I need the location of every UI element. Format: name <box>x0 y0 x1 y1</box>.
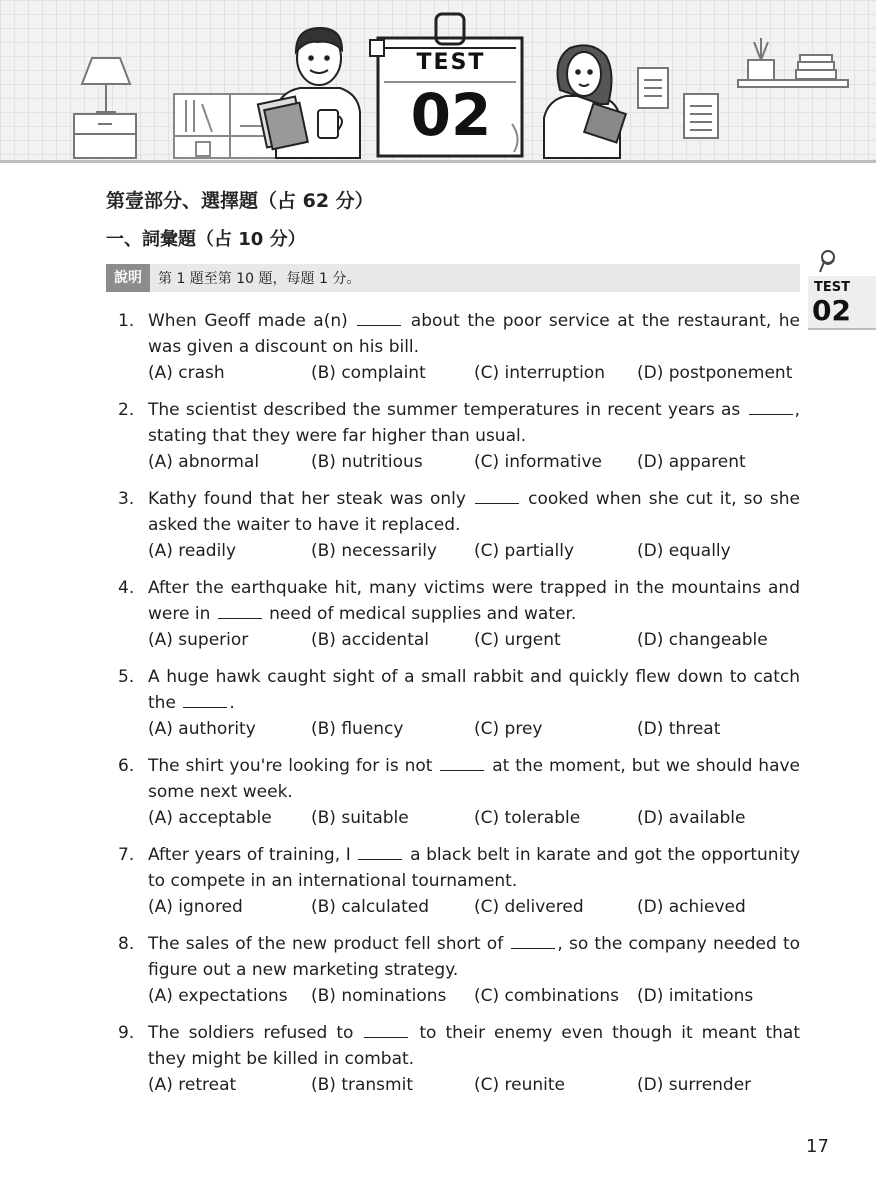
option-d: (D) equally <box>637 541 731 561</box>
question-number: 2. <box>118 400 135 420</box>
question-item <box>118 575 802 653</box>
option-row <box>148 805 802 831</box>
question-number: 1. <box>118 311 135 331</box>
question-item <box>118 931 802 1009</box>
option-d: (D) surrender <box>637 1075 752 1095</box>
option-a: (A) superior <box>148 630 249 650</box>
note-icon <box>638 68 718 138</box>
option-a: (A) ignored <box>148 897 243 917</box>
option-d: (D) changeable <box>637 630 768 650</box>
question-number: 8. <box>118 934 135 954</box>
option-b: (B) nominations <box>311 986 447 1006</box>
option-b: (B) necessarily <box>311 541 437 561</box>
question-text: The soldiers refused to to their enemy even though it meant that they might be killed in combat. <box>148 1020 800 1072</box>
option-b: (B) nutritious <box>311 452 423 472</box>
lamp-icon <box>82 58 130 112</box>
instruction-text: 第 1 題至第 10 題，每題 1 分。 <box>158 271 361 287</box>
option-c: (C) partially <box>474 541 575 561</box>
question-number: 5. <box>118 667 135 687</box>
option-b: (B) calculated <box>311 897 429 917</box>
answer-blank <box>357 308 401 326</box>
section-title: 第壹部分、選擇題（占 62 分） <box>106 190 374 212</box>
answer-blank <box>358 842 402 860</box>
page-number: 17 <box>806 1136 829 1157</box>
option-d: (D) achieved <box>637 897 746 917</box>
option-b: (B) suitable <box>311 808 409 828</box>
question-text: After years of training, I a black belt in karate and got the opportunity to compete in an international tournament. <box>148 842 800 894</box>
option-a: (A) authority <box>148 719 256 739</box>
question-list <box>118 308 802 1109</box>
question-item <box>118 1020 802 1098</box>
option-a: (A) expectations <box>148 986 288 1006</box>
question-item <box>118 308 802 386</box>
answer-blank <box>440 753 484 771</box>
option-a: (A) retreat <box>148 1075 237 1095</box>
option-c: (C) interruption <box>474 363 605 383</box>
option-c: (C) informative <box>474 452 602 472</box>
question-number: 6. <box>118 756 135 776</box>
student-girl-illustration <box>544 45 626 158</box>
question-number: 7. <box>118 845 135 865</box>
question-text: After the earthquake hit, many victims were trapped in the mountains and were in need of medical supplies and water. <box>148 578 800 624</box>
question-item <box>118 842 802 920</box>
option-a: (A) crash <box>148 363 225 383</box>
option-row <box>148 360 802 386</box>
test-label: TEST <box>416 50 486 75</box>
question-item <box>118 486 802 564</box>
question-text: The shirt you're looking for is not at the moment, but we should have some next week. <box>148 753 800 805</box>
answer-blank <box>183 690 227 708</box>
question-text: When Geoff made a(n) about the poor service at the restaurant, he was given a discount on his bill. <box>148 308 800 360</box>
question-text: A huge hawk caught sight of a small rabbit and quickly flew down to catch the . <box>148 667 800 713</box>
answer-blank <box>475 486 519 504</box>
option-row <box>148 449 802 475</box>
subsection-title: 一、詞彙題（占 10 分） <box>106 229 306 250</box>
side-tab-number: 02 <box>812 294 851 327</box>
option-c: (C) delivered <box>474 897 584 917</box>
option-row <box>148 983 802 1009</box>
option-c: (C) tolerable <box>474 808 581 828</box>
question-number: 3. <box>118 489 135 509</box>
question-item <box>118 664 802 742</box>
instruction-tag: 說明 <box>106 264 150 292</box>
answer-blank <box>749 397 793 415</box>
option-c: (C) reunite <box>474 1075 566 1095</box>
side-tab <box>808 276 876 330</box>
shelf-icon <box>738 38 848 87</box>
option-c: (C) combinations <box>474 986 619 1006</box>
option-d: (D) available <box>637 808 746 828</box>
option-a: (A) acceptable <box>148 808 272 828</box>
option-b: (B) transmit <box>311 1075 413 1095</box>
answer-blank <box>218 601 262 619</box>
question-number: 9. <box>118 1023 135 1043</box>
side-tab-label: TEST <box>814 280 850 295</box>
option-d: (D) postponement <box>637 363 793 383</box>
question-item <box>118 753 802 831</box>
option-row <box>148 627 802 653</box>
answer-blank <box>364 1020 408 1038</box>
instruction-bar <box>106 264 800 292</box>
option-row <box>148 1072 802 1098</box>
cabinet-icon <box>74 114 136 158</box>
option-a: (A) readily <box>148 541 237 561</box>
option-row <box>148 538 802 564</box>
answer-blank <box>511 931 555 949</box>
pushpin-icon <box>814 248 840 276</box>
option-row <box>148 894 802 920</box>
test-number: 02 <box>410 81 492 149</box>
question-text: Kathy found that her steak was only cooked when she cut it, so she asked the waiter to have it replaced. <box>148 486 800 538</box>
option-c: (C) prey <box>474 719 543 739</box>
option-row <box>148 716 802 742</box>
option-d: (D) imitations <box>637 986 754 1006</box>
option-d: (D) threat <box>637 719 721 739</box>
option-b: (B) accidental <box>311 630 429 650</box>
option-a: (A) abnormal <box>148 452 260 472</box>
question-number: 4. <box>118 578 135 598</box>
header-banner <box>0 0 876 163</box>
option-d: (D) apparent <box>637 452 746 472</box>
option-b: (B) fluency <box>311 719 404 739</box>
option-b: (B) complaint <box>311 363 426 383</box>
question-item <box>118 397 802 475</box>
question-text: The scientist described the summer temperatures in recent years as , stating that they were far higher than usual. <box>148 397 800 449</box>
option-c: (C) urgent <box>474 630 561 650</box>
question-text: The sales of the new product fell short of , so the company needed to figure out a new marketing strategy. <box>148 931 800 983</box>
